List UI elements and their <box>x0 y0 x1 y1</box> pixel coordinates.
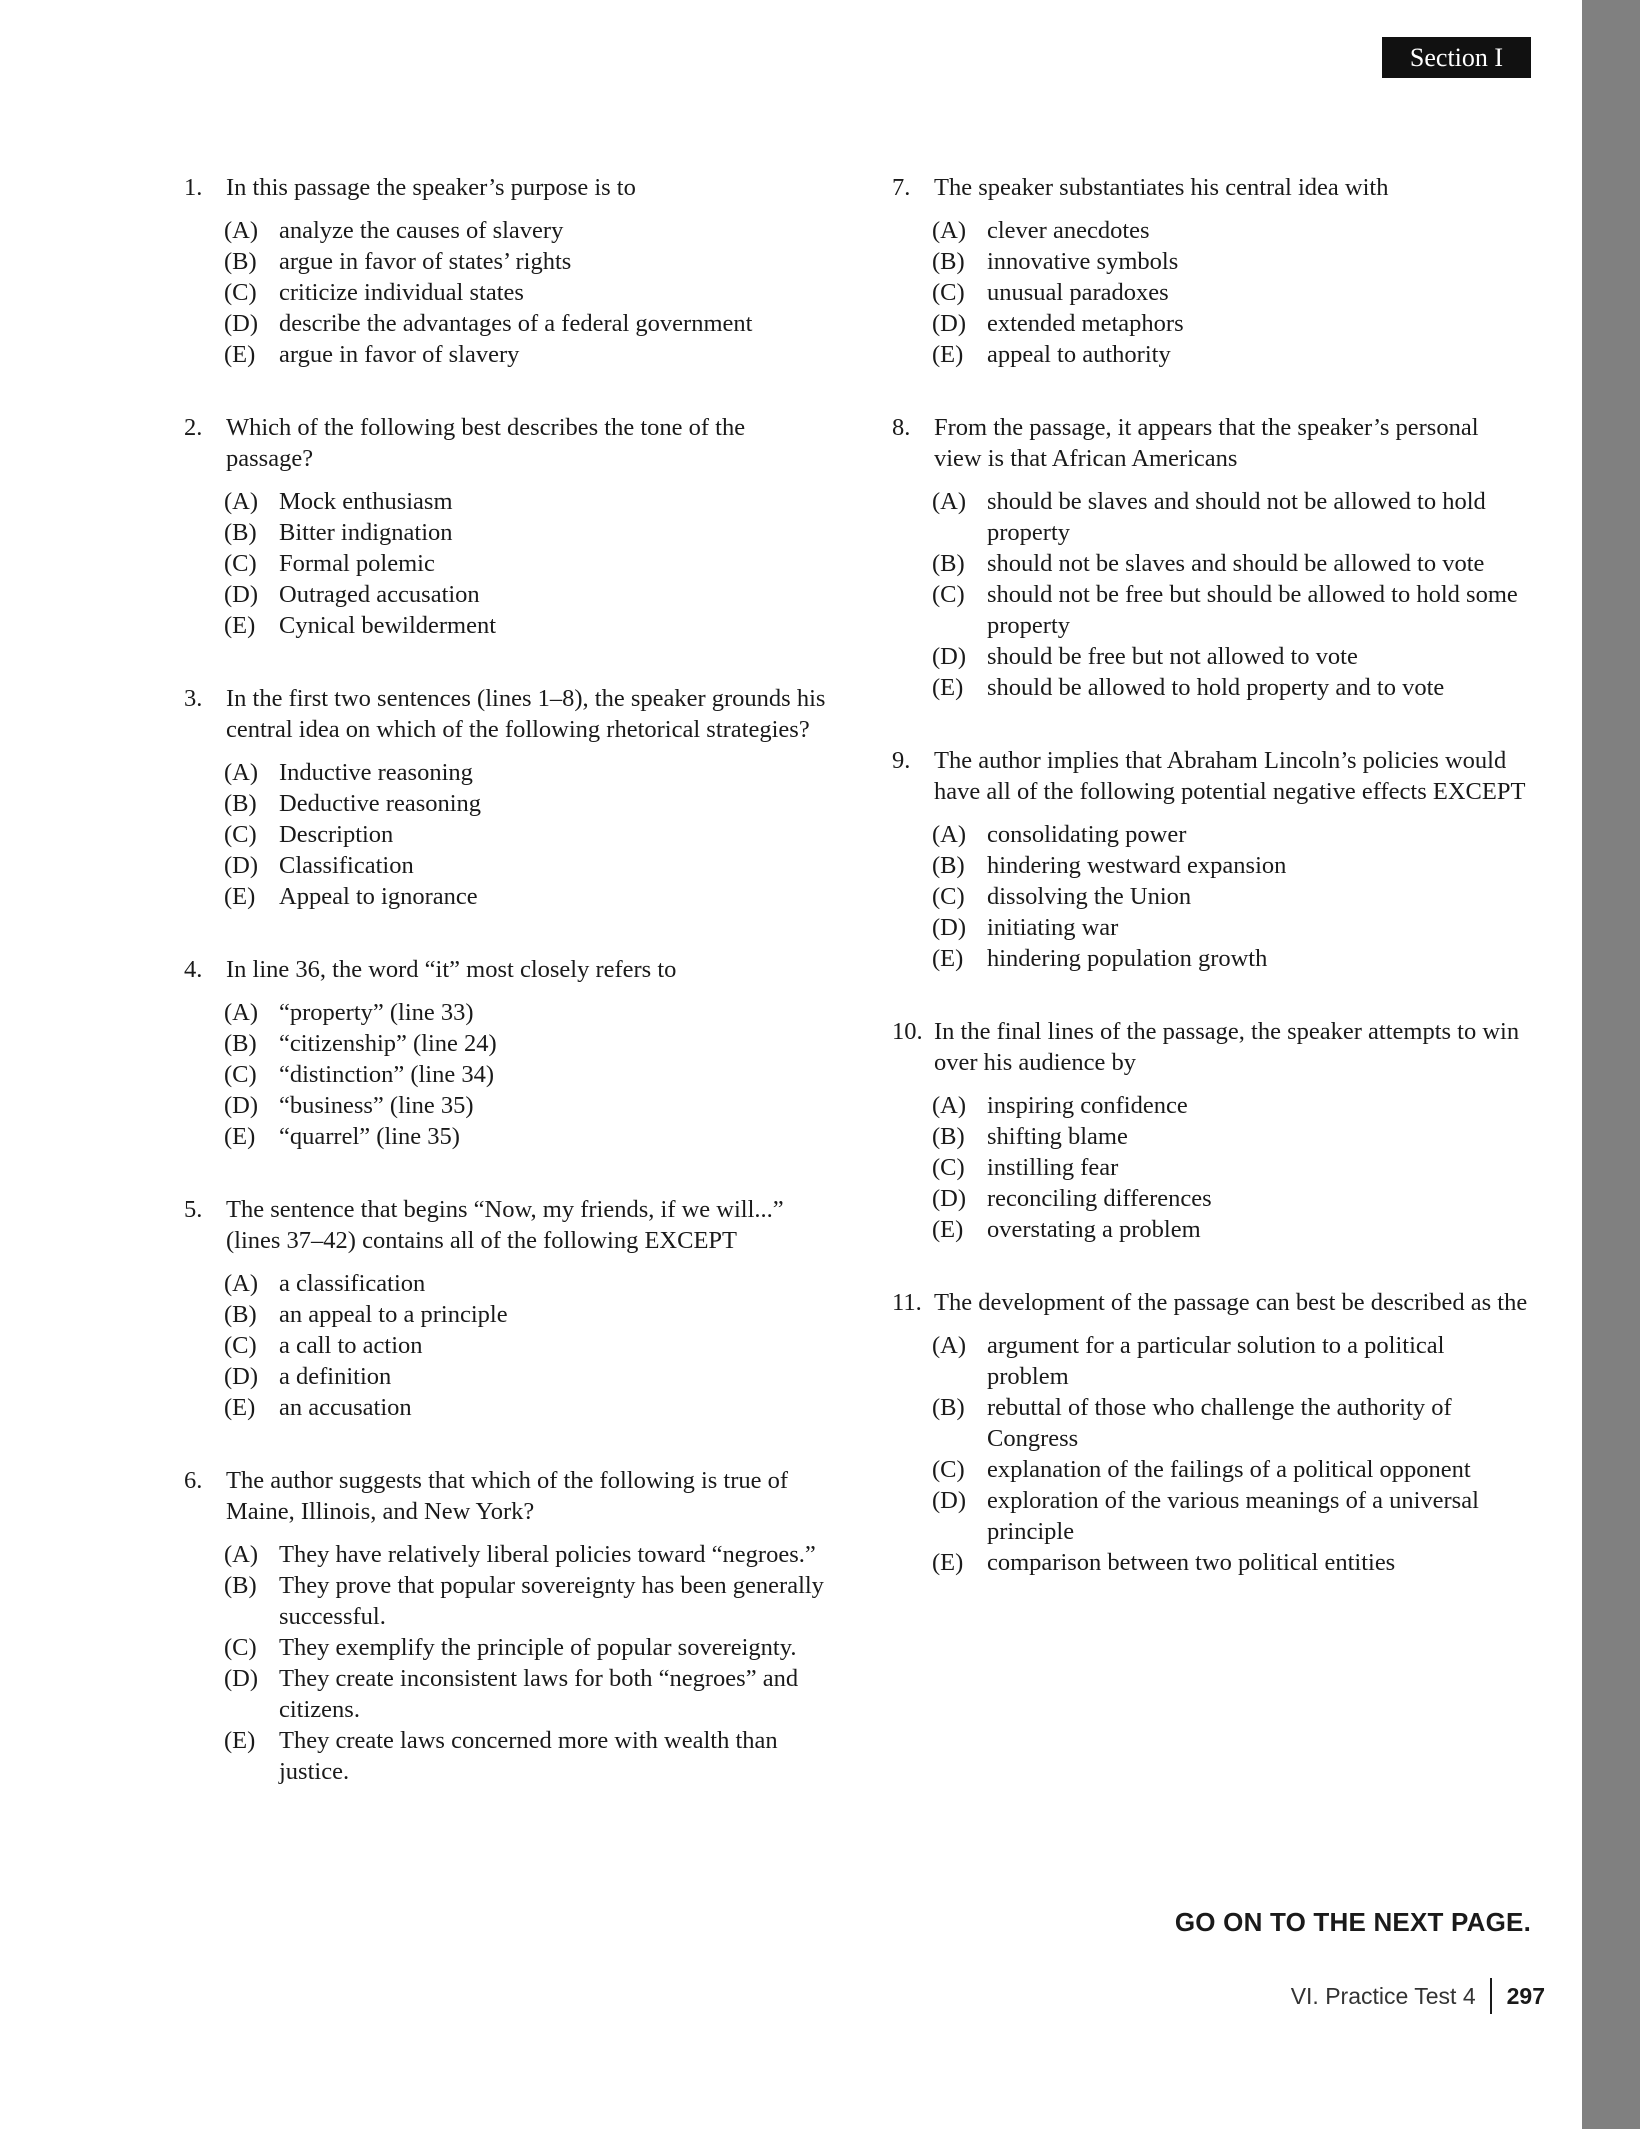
answer-choice <box>224 277 834 308</box>
answer-choice <box>932 215 1532 246</box>
choice-letter: (D) <box>932 310 967 337</box>
answer-choice <box>932 339 1532 370</box>
choice-text: an appeal to a principle <box>279 1301 508 1328</box>
choice-letter: (B) <box>224 1572 257 1599</box>
answer-choices <box>224 997 834 1152</box>
question-stem <box>892 745 1532 807</box>
choice-text: Description <box>279 821 394 848</box>
answer-choice <box>932 819 1532 850</box>
answer-choice <box>932 579 1532 641</box>
choice-letter: (A) <box>932 217 967 244</box>
choice-text: reconciling differences <box>987 1185 1212 1212</box>
choice-text: Classification <box>279 852 414 879</box>
choice-letter: (C) <box>932 1456 965 1483</box>
choice-text: unusual paradoxes <box>987 279 1169 306</box>
choice-text: They exemplify the principle of popular sovereignty. <box>279 1634 797 1661</box>
answer-choice <box>224 1663 834 1725</box>
answer-choice <box>932 486 1532 548</box>
answer-choices <box>224 757 834 912</box>
choice-letter: (E) <box>932 1216 964 1243</box>
choice-letter: (E) <box>224 883 256 910</box>
answer-choices <box>932 819 1532 974</box>
question-stem <box>184 412 834 474</box>
choice-text: should not be free but should be allowed to hold some property <box>987 581 1518 639</box>
answer-choice <box>224 1632 834 1663</box>
question <box>184 1465 834 1787</box>
choice-text: Formal polemic <box>279 550 435 577</box>
choice-text: Outraged accusation <box>279 581 480 608</box>
choice-text: Bitter indignation <box>279 519 453 546</box>
choice-text: criticize individual states <box>279 279 524 306</box>
choice-letter: (A) <box>224 1541 259 1568</box>
question-text: The speaker substantiates his central idea with <box>934 174 1389 201</box>
answer-choice <box>932 1121 1532 1152</box>
choice-letter: (B) <box>932 248 965 275</box>
choice-text: should be free but not allowed to vote <box>987 643 1358 670</box>
answer-choice <box>932 308 1532 339</box>
choice-letter: (B) <box>224 519 257 546</box>
choice-letter: (C) <box>932 581 965 608</box>
question-number: 10. <box>892 1018 923 1045</box>
answer-choices <box>224 1539 834 1787</box>
answer-choice <box>932 548 1532 579</box>
choice-letter: (B) <box>932 550 965 577</box>
footer-divider <box>1490 1978 1492 2014</box>
answer-choice <box>932 641 1532 672</box>
answer-choice <box>224 339 834 370</box>
question-number: 2. <box>184 414 203 441</box>
choice-letter: (E) <box>932 945 964 972</box>
choice-letter: (C) <box>932 883 965 910</box>
question-stem <box>892 172 1532 203</box>
choice-letter: (A) <box>932 821 967 848</box>
answer-choice <box>224 1299 834 1330</box>
choice-text: explanation of the failings of a political opponent <box>987 1456 1471 1483</box>
choice-text: Deductive reasoning <box>279 790 482 817</box>
answer-choice <box>224 1028 834 1059</box>
choice-letter: (B) <box>932 852 965 879</box>
answer-choices <box>932 1330 1532 1578</box>
answer-choice <box>932 1330 1532 1392</box>
answer-choice <box>224 215 834 246</box>
choice-text: “citizenship” (line 24) <box>279 1030 497 1057</box>
choice-letter: (B) <box>224 1030 257 1057</box>
answer-choice <box>224 881 834 912</box>
question <box>892 1287 1532 1578</box>
question-number: 5. <box>184 1196 203 1223</box>
question-number: 9. <box>892 747 911 774</box>
question-stem <box>184 683 834 745</box>
choice-text: a classification <box>279 1270 426 1297</box>
answer-choice <box>224 1330 834 1361</box>
answer-choice <box>224 997 834 1028</box>
answer-choice <box>224 1570 834 1632</box>
answer-choice <box>224 1392 834 1423</box>
question-text: In the final lines of the passage, the speaker attempts to win over his audience by <box>934 1018 1520 1076</box>
answer-choices <box>932 1090 1532 1245</box>
answer-choice <box>932 912 1532 943</box>
choice-letter: (B) <box>932 1123 965 1150</box>
choice-letter: (C) <box>932 1154 965 1181</box>
choice-letter: (C) <box>224 821 257 848</box>
choice-letter: (C) <box>224 279 257 306</box>
choice-letter: (D) <box>932 1185 967 1212</box>
question-stem <box>892 1016 1532 1078</box>
answer-choice <box>224 1090 834 1121</box>
question-text: In this passage the speaker’s purpose is to <box>226 174 636 201</box>
choice-letter: (E) <box>932 341 964 368</box>
choice-letter: (A) <box>224 999 259 1026</box>
choice-text: should be slaves and should not be allowed to hold property <box>987 488 1486 546</box>
choice-text: hindering westward expansion <box>987 852 1287 879</box>
answer-choice <box>932 1392 1532 1454</box>
choice-text: extended metaphors <box>987 310 1184 337</box>
choice-text: “property” (line 33) <box>279 999 474 1026</box>
choice-letter: (D) <box>224 1092 259 1119</box>
choice-text: comparison between two political entities <box>987 1549 1396 1576</box>
choice-letter: (C) <box>224 1332 257 1359</box>
question-stem <box>892 412 1532 474</box>
question <box>892 1016 1532 1245</box>
choice-letter: (E) <box>932 674 964 701</box>
choice-letter: (A) <box>932 488 967 515</box>
question-number: 3. <box>184 685 203 712</box>
choice-letter: (C) <box>224 550 257 577</box>
choice-text: an accusation <box>279 1394 412 1421</box>
choice-text: inspiring confidence <box>987 1092 1188 1119</box>
answer-choice <box>932 1090 1532 1121</box>
choice-text: “distinction” (line 34) <box>279 1061 494 1088</box>
choice-letter: (A) <box>224 488 259 515</box>
answer-choice <box>224 819 834 850</box>
answer-choice <box>932 881 1532 912</box>
answer-choice <box>224 486 834 517</box>
question-text: In line 36, the word “it” most closely refers to <box>226 956 677 983</box>
answer-choice <box>932 1485 1532 1547</box>
choice-text: dissolving the Union <box>987 883 1192 910</box>
choice-text: argue in favor of slavery <box>279 341 520 368</box>
answer-choice <box>224 548 834 579</box>
choice-letter: (C) <box>224 1061 257 1088</box>
question-text: Which of the following best describes the tone of the passage? <box>226 414 746 472</box>
choice-letter: (D) <box>224 1665 259 1692</box>
answer-choice <box>224 757 834 788</box>
choice-letter: (B) <box>224 790 257 817</box>
answer-choice <box>224 246 834 277</box>
answer-choice <box>224 1361 834 1392</box>
choice-letter: (E) <box>224 1394 256 1421</box>
answer-choice <box>224 850 834 881</box>
choice-letter: (A) <box>224 217 259 244</box>
answer-choices <box>224 1268 834 1423</box>
choice-letter: (E) <box>224 1727 256 1754</box>
choice-text: a call to action <box>279 1332 423 1359</box>
answer-choice <box>932 1152 1532 1183</box>
question-text: The author suggests that which of the following is true of Maine, Illinois, and New York? <box>226 1467 789 1525</box>
question-text: From the passage, it appears that the speaker’s personal view is that African Americans <box>934 414 1479 472</box>
answer-choices <box>224 486 834 641</box>
question-number: 7. <box>892 174 911 201</box>
choice-text: “quarrel” (line 35) <box>279 1123 460 1150</box>
choice-text: argue in favor of states’ rights <box>279 248 572 275</box>
question-stem <box>892 1287 1532 1318</box>
answer-choice <box>224 579 834 610</box>
question <box>184 683 834 912</box>
answer-choice <box>224 788 834 819</box>
question <box>892 172 1532 370</box>
choice-letter: (A) <box>224 759 259 786</box>
choice-text: instilling fear <box>987 1154 1119 1181</box>
answer-choice <box>932 1547 1532 1578</box>
question-number: 8. <box>892 414 911 441</box>
question-number: 6. <box>184 1467 203 1494</box>
question-text: The author implies that Abraham Lincoln’s policies would have all of the following potential negative effects EXCEPT <box>934 747 1526 805</box>
questions-column-right <box>892 172 1532 1620</box>
choice-text: Appeal to ignorance <box>279 883 478 910</box>
choice-letter: (D) <box>932 643 967 670</box>
question <box>892 412 1532 703</box>
answer-choice <box>932 943 1532 974</box>
question-stem <box>184 172 834 203</box>
answer-choice <box>224 1268 834 1299</box>
choice-letter: (B) <box>224 1301 257 1328</box>
page-footer <box>1291 1976 1545 2016</box>
choice-letter: (E) <box>224 1123 256 1150</box>
choice-text: analyze the causes of slavery <box>279 217 564 244</box>
choice-letter: (D) <box>932 1487 967 1514</box>
answer-choice <box>224 308 834 339</box>
answer-choice <box>224 1725 834 1787</box>
choice-letter: (E) <box>932 1549 964 1576</box>
choice-text: should not be slaves and should be allowed to vote <box>987 550 1485 577</box>
footer-chapter: VI. Practice Test 4 <box>1290 1982 1476 2009</box>
choice-text: initiating war <box>987 914 1119 941</box>
question-stem <box>184 1465 834 1527</box>
choice-letter: (D) <box>224 310 259 337</box>
choice-text: exploration of the various meanings of a universal principle <box>987 1487 1479 1545</box>
choice-text: They prove that popular sovereignty has been generally successful. <box>279 1572 824 1630</box>
choice-text: shifting blame <box>987 1123 1128 1150</box>
page-number: 297 <box>1506 1982 1545 2009</box>
question <box>892 745 1532 974</box>
choice-letter: (B) <box>932 1394 965 1421</box>
answer-choice <box>932 1454 1532 1485</box>
answer-choice <box>224 1121 834 1152</box>
choice-letter: (B) <box>224 248 257 275</box>
question-stem <box>184 954 834 985</box>
choice-text: Cynical bewilderment <box>279 612 497 639</box>
choice-text: They create inconsistent laws for both “negroes” and citizens. <box>279 1665 799 1723</box>
choice-letter: (D) <box>224 852 259 879</box>
choice-letter: (A) <box>932 1332 967 1359</box>
question-stem <box>184 1194 834 1256</box>
choice-letter: (C) <box>224 1634 257 1661</box>
answer-choices <box>932 215 1532 370</box>
choice-text: overstating a problem <box>987 1216 1201 1243</box>
choice-text: should be allowed to hold property and to vote <box>987 674 1445 701</box>
answer-choice <box>932 672 1532 703</box>
question-number: 11. <box>892 1289 922 1316</box>
go-next-page-notice: GO ON TO THE NEXT PAGE. <box>1174 1907 1531 1937</box>
answer-choice <box>932 1183 1532 1214</box>
choice-text: argument for a particular solution to a political problem <box>987 1332 1445 1390</box>
choice-letter: (E) <box>224 612 256 639</box>
choice-text: clever anecdotes <box>987 217 1150 244</box>
choice-text: Mock enthusiasm <box>279 488 453 515</box>
choice-text: describe the advantages of a federal government <box>279 310 753 337</box>
answer-choice <box>932 1214 1532 1245</box>
choice-text: rebuttal of those who challenge the authority of Congress <box>987 1394 1452 1452</box>
choice-text: They have relatively liberal policies toward “negroes.” <box>279 1541 816 1568</box>
choice-letter: (D) <box>224 581 259 608</box>
answer-choice <box>932 850 1532 881</box>
choice-text: appeal to authority <box>987 341 1171 368</box>
question-text: The development of the passage can best be described as the <box>934 1289 1528 1316</box>
section-label: Section I <box>1382 37 1531 78</box>
question-number: 4. <box>184 956 203 983</box>
choice-letter: (C) <box>932 279 965 306</box>
answer-choices <box>224 215 834 370</box>
choice-text: innovative symbols <box>987 248 1179 275</box>
choice-letter: (A) <box>932 1092 967 1119</box>
answer-choice <box>224 517 834 548</box>
question-text: The sentence that begins “Now, my friends, if we will...” (lines 37–42) contains all of the following EXCEPT <box>226 1196 784 1254</box>
question <box>184 172 834 370</box>
question-text: In the first two sentences (lines 1–8), the speaker grounds his central idea on which of the following rhetorical strategies? <box>226 685 826 743</box>
choice-text: Inductive reasoning <box>279 759 473 786</box>
choice-text: hindering population growth <box>987 945 1268 972</box>
question <box>184 1194 834 1423</box>
choice-letter: (D) <box>932 914 967 941</box>
answer-choices <box>932 486 1532 703</box>
choice-text: consolidating power <box>987 821 1187 848</box>
answer-choice <box>224 610 834 641</box>
page-edge-bar <box>1582 0 1640 2129</box>
question <box>184 954 834 1152</box>
question <box>184 412 834 641</box>
questions-column-left <box>184 172 834 1829</box>
answer-choice <box>932 277 1532 308</box>
answer-choice <box>224 1059 834 1090</box>
choice-text: They create laws concerned more with wealth than justice. <box>279 1727 778 1785</box>
choice-letter: (E) <box>224 341 256 368</box>
choice-letter: (D) <box>224 1363 259 1390</box>
choice-letter: (A) <box>224 1270 259 1297</box>
choice-text: a definition <box>279 1363 392 1390</box>
answer-choice <box>224 1539 834 1570</box>
question-number: 1. <box>184 174 203 201</box>
choice-text: “business” (line 35) <box>279 1092 474 1119</box>
answer-choice <box>932 246 1532 277</box>
